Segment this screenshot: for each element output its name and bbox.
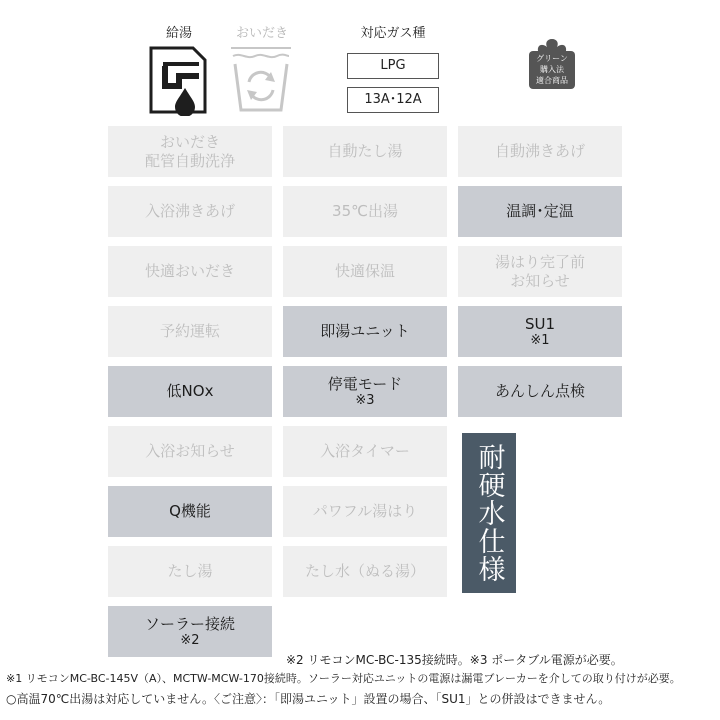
feature-label: 快適おいだき (144, 262, 235, 280)
feature-cell (108, 306, 272, 357)
reheat-icon (227, 44, 295, 116)
green-line-3: 適合商品 (536, 76, 568, 85)
feature-cell (283, 186, 447, 237)
feature-cell (458, 366, 622, 417)
feature-cell (108, 246, 272, 297)
feature-label: SU1 (524, 315, 556, 333)
feature-cell (283, 126, 447, 177)
oidaki-label: おいだき (235, 26, 288, 41)
feature-label: 停電モード (327, 375, 403, 393)
green-line-1: グリーン (536, 54, 568, 63)
kyuto-label: 給湯 (165, 26, 192, 41)
green-purchase-icon (527, 37, 577, 91)
feature-label: 予約運転 (159, 322, 220, 340)
hard-water-label: 耐硬水仕様 (462, 433, 516, 593)
feature-label-line2: 配管自動洗浄 (144, 151, 235, 170)
feature-cell (283, 486, 447, 537)
feature-label: 自動沸きあげ (494, 142, 585, 160)
feature-label: パワフル湯はり (312, 502, 418, 520)
feature-label: 湯はり完了前 (494, 252, 585, 271)
note-2-3: ※2 リモコンMC-BC-135接続時。※3 ポータブル電源が必要。 (286, 653, 623, 667)
feature-cell (458, 306, 622, 357)
feature-cell (283, 426, 447, 477)
feature-cell (458, 246, 622, 297)
feature-label: 低NOx (166, 382, 214, 400)
green-line-2: 購入法 (540, 65, 564, 74)
faucet-icon (143, 44, 211, 116)
feature-label: あんしん点検 (494, 382, 585, 400)
feature-label: 温調･定温 (506, 202, 574, 220)
feature-label: たし水（ぬる湯） (304, 562, 425, 580)
feature-cell (108, 546, 272, 597)
note-1: ※1 リモコンMC-BC-145V（A）、MCTW-MCW-170接続時。ソーラー対応ユニットの電源は漏電ブレーカーを介しての取り付けが必要。 (6, 672, 681, 685)
gas-type-title: 対応ガス種 (360, 26, 426, 41)
feature-cell (458, 126, 622, 177)
feature-cell (458, 186, 622, 237)
feature-label: 快適保温 (334, 262, 395, 280)
feature-label: 入浴お知らせ (145, 442, 235, 460)
feature-label: 自動たし湯 (327, 142, 403, 160)
feature-label: 入浴沸きあげ (144, 202, 235, 220)
feature-cell (283, 306, 447, 357)
feature-label: ソーラー接続 (144, 615, 235, 633)
gas-13a-box: 13A･12A (347, 87, 439, 113)
feature-label: 35℃出湯 (332, 202, 398, 220)
feature-cell (283, 246, 447, 297)
feature-cell (108, 486, 272, 537)
feature-footnote-mark: ※2 (180, 633, 200, 648)
feature-cell (108, 126, 272, 177)
feature-footnote-mark: ※1 (530, 333, 550, 348)
note-caution: ○高温70℃出湯は対応していません。〈ご注意〉：「即湯ユニット」設置の場合、「SU1」との併設はできません。 (6, 692, 611, 706)
feature-label: 即湯ユニット (320, 322, 410, 340)
feature-cell (108, 186, 272, 237)
feature-label: たし湯 (167, 562, 213, 580)
feature-cell (108, 606, 272, 657)
feature-label: 入浴タイマー (320, 442, 410, 460)
feature-cell (108, 426, 272, 477)
gas-lpg-box: LPG (347, 53, 439, 79)
feature-label: Q機能 (169, 502, 211, 520)
feature-cell (283, 366, 447, 417)
feature-label-line2: お知らせ (510, 271, 570, 290)
feature-cell (108, 366, 272, 417)
feature-label: おいだき (159, 132, 220, 151)
feature-cell (283, 546, 447, 597)
feature-footnote-mark: ※3 (355, 393, 375, 408)
